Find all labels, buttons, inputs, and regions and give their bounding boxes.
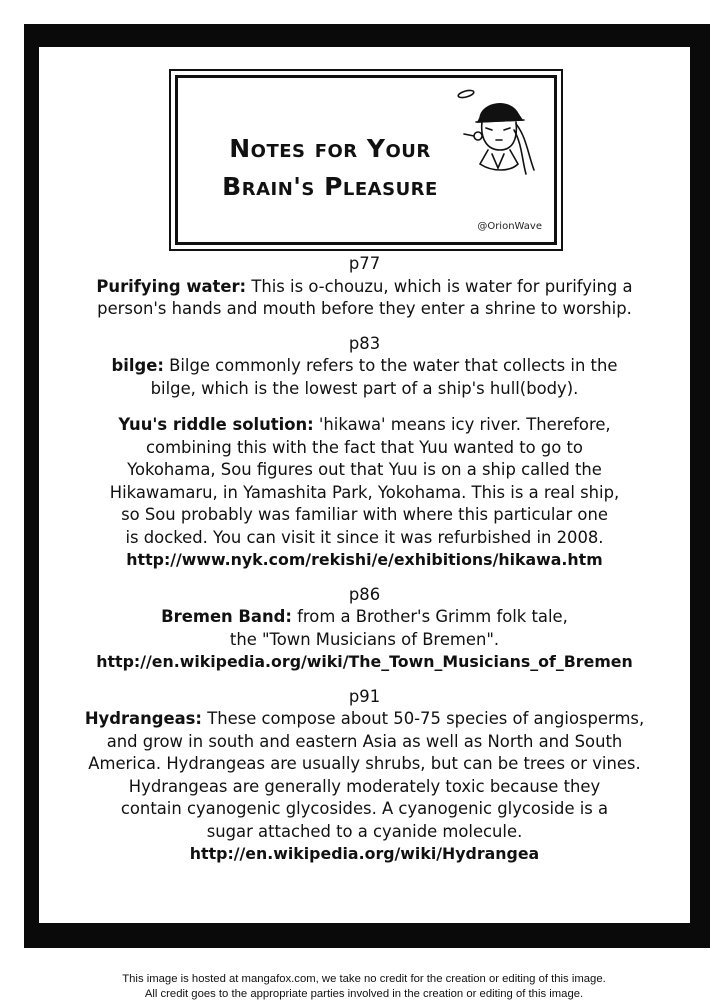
footer-line-2: All credit goes to the appropriate parties involved in the creation or editing of this image. [144, 988, 584, 1000]
note-text: Bilge commonly refers to the water that collects in the [163, 356, 618, 375]
note-riddle-line5: so Sou probably was familiar with where this particular one [121, 505, 608, 524]
page-ref-p86: p86 [348, 584, 381, 604]
title-line-1: Notes for Your [229, 134, 431, 163]
reference-url: http://en.wikipedia.org/wiki/The_Town_Musicians_of_Bremen [96, 652, 633, 671]
note-term: Hydrangeas: [84, 709, 202, 728]
note-p83-line2: bilge, which is the lowest part of a ship's hull(body). [150, 378, 579, 398]
page-ref-p91: p91 [348, 686, 381, 706]
note-riddle-line2: combining this with the fact that Yuu wanted to go to [146, 437, 583, 457]
note-p86-line2: the "Town Musicians of Bremen". [229, 629, 500, 649]
reference-url: http://en.wikipedia.org/wiki/Hydrangea [189, 844, 540, 863]
note-riddle-line4: Hikawamaru, in Yamashita Park, Yokohama. This is a real ship, [109, 482, 620, 502]
note-riddle-line1 [39, 414, 690, 437]
note-p91-line1 [39, 708, 690, 731]
note-text: from a Brother's Grimm folk tale, [291, 607, 568, 626]
note-term: Purifying water: [96, 276, 247, 296]
note-p91-line4: Hydrangeas are generally moderately toxic because they [128, 776, 601, 796]
chibi-character-sketch [452, 84, 538, 180]
note-p91-line5: contain cyanogenic glycosides. A cyanogenic glycoside is a [120, 799, 609, 818]
note-p86-line1 [39, 606, 690, 629]
note-term: bilge: [111, 356, 164, 375]
note-text: This is o-chouzu, which is water for purifying a [246, 276, 633, 296]
black-frame [24, 24, 710, 948]
page-ref-p83: p83 [348, 333, 381, 353]
hosting-footer [0, 972, 728, 1002]
note-riddle-line3: Yokohama, Sou figures out that Yuu is on a ship called the [127, 460, 602, 479]
note-p83-line1 [39, 355, 690, 378]
note-text: 'hikawa' means icy river. Therefore, [313, 415, 611, 434]
page-title [220, 130, 440, 206]
note-term: Bremen Band: [161, 607, 292, 626]
note-text: These compose about 50-75 species of angiosperms, [201, 709, 645, 728]
reference-url: http://www.nyk.com/rekishi/e/exhibitions/hikawa.htm [126, 550, 603, 569]
footer-line-1: This image is hosted at mangafox.com, we take no credit for the creation or editing of this image. [122, 973, 606, 985]
title-box [175, 75, 557, 245]
notes-content [39, 253, 690, 866]
title-line-2: Brain's Pleasure [222, 172, 438, 201]
note-p91-line6: sugar attached to a cyanide molecule. [206, 821, 523, 841]
notes-page [39, 47, 690, 923]
note-riddle-line6: is docked. You can visit it since it was refurbished in 2008. [125, 527, 604, 547]
page-ref-p77: p77 [348, 254, 381, 273]
artist-credit: @OrionWave [477, 221, 542, 232]
note-p91-line2: and grow in south and eastern Asia as well as North and South [106, 731, 623, 751]
note-p91-line3: America. Hydrangeas are usually shrubs, but can be trees or vines. [88, 754, 641, 773]
note-term: Yuu's riddle solution: [118, 415, 314, 434]
note-p77-line2: person's hands and mouth before they enter a shrine to worship. [97, 299, 632, 318]
note-p77-line1 [39, 276, 690, 299]
